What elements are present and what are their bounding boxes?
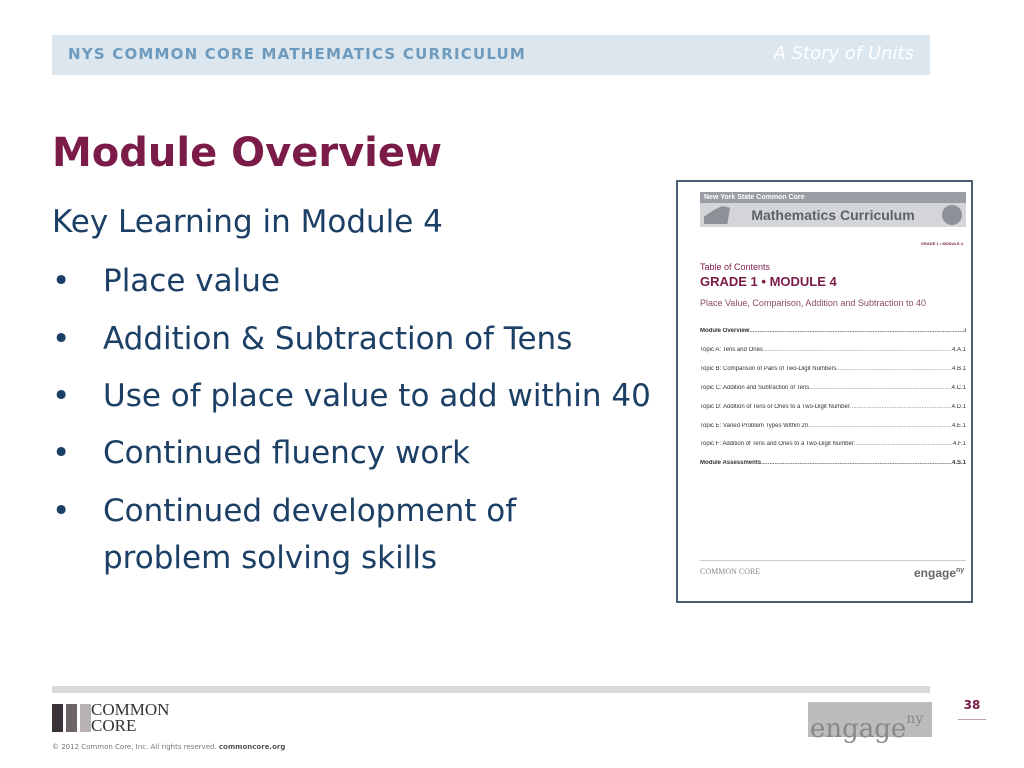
toc-entry: [700, 460, 966, 466]
toc-entry-page: 4.C.1: [951, 385, 966, 391]
bullet-text: Continued development of: [103, 493, 517, 529]
toc-leader: [763, 347, 952, 353]
bullet-dot: •: [52, 263, 71, 299]
copyright-site: commoncore.org: [218, 743, 286, 751]
common-core-logo-icon: [52, 704, 91, 732]
slide-title: Module Overview: [52, 130, 442, 176]
toc-entry-label: Topic C: Addition and Subtraction of Tens: [700, 385, 810, 391]
doc-ny-text: ny: [956, 567, 965, 574]
doc-banner-top: New York State Common Core: [700, 192, 966, 203]
bullet-text: Addition & Subtraction of Tens: [103, 321, 573, 357]
doc-engage-text: engage: [914, 566, 957, 580]
toc-leader: [854, 441, 953, 447]
new-york-state-icon: [704, 206, 730, 224]
toc-entry-page: 4.S.1: [951, 460, 966, 466]
doc-subheading: Place Value, Comparison, Addition and Subtraction to 40: [700, 298, 926, 308]
doc-banner: [700, 203, 966, 227]
common-core-logo-text: [91, 702, 169, 734]
bullet-dot: •: [52, 435, 71, 471]
toc-entry: [700, 328, 966, 334]
slide-subtitle: Key Learning in Module 4: [52, 204, 443, 240]
toc-leader: [837, 366, 952, 372]
engage-ny-logo: [808, 702, 932, 744]
doc-heading: GRADE 1 • MODULE 4: [700, 274, 837, 289]
toc-entry-page: 4.F.1: [952, 441, 966, 447]
toc-entry-page: 4.A.1: [951, 347, 966, 353]
toc-entry: [700, 347, 966, 353]
toc-leader: [808, 423, 952, 429]
doc-engage-logo: [914, 566, 964, 580]
toc-entry-label: Topic F: Addition of Tens and Ones to a Two-Digit Number: [700, 441, 854, 447]
footer-divider: [52, 686, 930, 693]
toc-entry: [700, 441, 966, 447]
table-of-contents-image: [676, 180, 973, 603]
story-title: A Story of Units: [773, 43, 914, 64]
engage-text: engage: [810, 714, 907, 744]
doc-banner-title: Mathematics Curriculum: [751, 207, 915, 223]
toc-entry-page: i: [964, 328, 966, 334]
header-bar: [52, 35, 930, 75]
copyright: [52, 743, 285, 751]
doc-common-core-logo: COMMON CORE: [700, 567, 761, 576]
toc-entry: [700, 423, 966, 429]
copyright-text: © 2012 Common Core, Inc. All rights reserved.: [52, 743, 217, 751]
logo-line2: CORE: [91, 716, 137, 735]
toc-entry-page: 4.B.1: [951, 366, 966, 372]
toc-entry-label: Module Overview: [700, 328, 750, 334]
toc-leader: [761, 460, 952, 466]
doc-footer-divider: [700, 560, 966, 561]
toc-entry: [700, 404, 966, 410]
toc-entry-page: 4.E.1: [951, 423, 966, 429]
ny-text: ny: [906, 711, 924, 727]
bullet-dot: •: [52, 378, 71, 414]
logo-line1: COMMON: [91, 700, 170, 719]
toc-entry-label: Topic D: Addition of Tens or Ones to a Two-Digit Number: [700, 404, 850, 410]
curriculum-title: NYS COMMON CORE MATHEMATICS CURRICULUM: [68, 45, 527, 63]
toc-leader: [850, 404, 952, 410]
toc-entry-label: Topic B: Comparison of Pairs of Two-Digit Numbers: [700, 366, 837, 372]
toc-leader: [749, 328, 964, 334]
toc-entry: [700, 385, 966, 391]
bullet-dot: •: [52, 493, 71, 529]
toc-entry-label: Topic E: Varied Problem Types Within 20: [700, 423, 809, 429]
toc-leader: [809, 385, 951, 391]
toc-entry-page: 4.D.1: [951, 404, 966, 410]
bullet-text: problem solving skills: [103, 540, 438, 576]
doc-grade-tag: GRADE 1 • MODULE 4: [920, 241, 963, 246]
math-circle-icon: [942, 205, 962, 225]
page-number: 38: [958, 698, 986, 720]
bullet-dot: •: [52, 321, 71, 357]
bullet-text: Place value: [103, 263, 280, 299]
doc-toc-label: Table of Contents: [700, 262, 771, 272]
toc-entry: [700, 366, 966, 372]
bullet-text: Use of place value to add within 40: [103, 378, 651, 414]
bullet-text: Continued fluency work: [103, 435, 471, 471]
toc-entry-label: Module Assessments: [700, 460, 762, 466]
toc-entry-label: Topic A: Tens and Ones: [700, 347, 763, 353]
